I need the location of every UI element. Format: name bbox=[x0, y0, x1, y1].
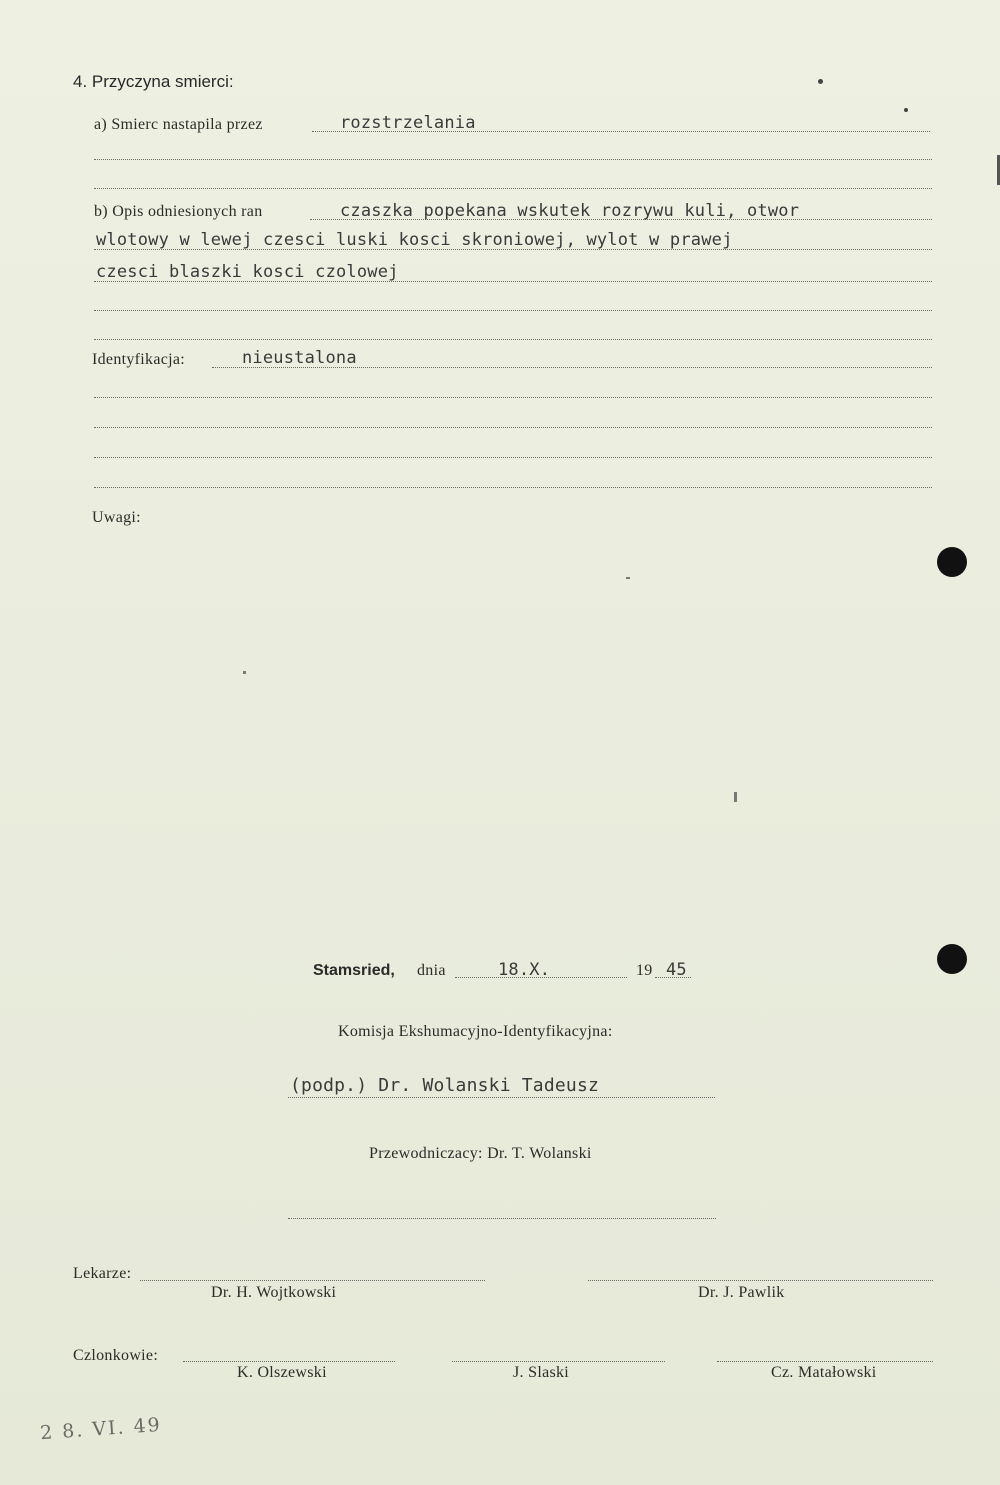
remarks-label: Uwagi: bbox=[92, 509, 141, 526]
member-3: Cz. Matałowski bbox=[771, 1364, 877, 1381]
commission-label: Komisja Ekshumacyjno-Identyfikacyjna: bbox=[338, 1023, 613, 1040]
identification-value: nieustalona bbox=[242, 348, 357, 368]
signature-line bbox=[452, 1361, 665, 1362]
member-1: K. Olszewski bbox=[237, 1364, 327, 1381]
paper-speck bbox=[243, 671, 246, 674]
signature-line bbox=[288, 1218, 716, 1219]
blank-line bbox=[94, 159, 932, 160]
member-2: J. Slaski bbox=[513, 1364, 570, 1381]
section-heading: 4. Przyczyna smierci: bbox=[73, 72, 234, 91]
date-value: 18.X. bbox=[498, 960, 551, 980]
punch-hole bbox=[937, 944, 967, 974]
doctors-label: Lekarze: bbox=[73, 1265, 132, 1282]
blank-line bbox=[94, 310, 932, 311]
signature-line bbox=[288, 1097, 715, 1098]
cause-value: rozstrzelania bbox=[340, 113, 476, 133]
year-prefix: 19 bbox=[636, 962, 653, 979]
handwritten-date-note: 2 8. VI. 49 bbox=[39, 1413, 163, 1445]
blank-line bbox=[94, 397, 932, 398]
blank-line bbox=[94, 339, 932, 340]
date-word: dnia bbox=[417, 962, 446, 979]
blank-line bbox=[94, 457, 932, 458]
doctor-2: Dr. J. Pawlik bbox=[698, 1284, 785, 1301]
punch-hole bbox=[937, 547, 967, 577]
chairman: Przewodniczacy: Dr. T. Wolanski bbox=[369, 1145, 592, 1162]
ink-speck bbox=[818, 79, 823, 84]
identification-label: Identyfikacja: bbox=[92, 351, 186, 368]
blank-line bbox=[94, 427, 932, 428]
wounds-label: b) Opis odniesionych ran bbox=[94, 203, 263, 220]
wounds-value-line1: czaszka popekana wskutek rozrywu kuli, otwor bbox=[340, 201, 800, 221]
cause-label: a) Smierc nastapila przez bbox=[94, 116, 263, 133]
year-suffix: 45 bbox=[666, 960, 687, 980]
blank-line bbox=[94, 487, 932, 488]
blank-line bbox=[94, 188, 932, 189]
paper-speck bbox=[626, 577, 630, 579]
ink-speck bbox=[904, 108, 908, 112]
signature-line bbox=[183, 1361, 395, 1362]
paper-speck bbox=[734, 792, 737, 802]
signed-by: (podp.) Dr. Wolanski Tadeusz bbox=[290, 1075, 600, 1096]
signature-line bbox=[588, 1280, 933, 1281]
wounds-value-line2: wlotowy w lewej czesci luski kosci skroniowej, wylot w prawej bbox=[96, 230, 733, 250]
members-label: Czlonkowie: bbox=[73, 1347, 159, 1364]
place-name: Stamsried, bbox=[313, 962, 395, 979]
wounds-value-line3: czesci blaszki kosci czolowej bbox=[96, 262, 399, 282]
doctor-1: Dr. H. Wojtkowski bbox=[211, 1284, 337, 1301]
signature-line bbox=[140, 1280, 485, 1281]
signature-line bbox=[717, 1361, 933, 1362]
